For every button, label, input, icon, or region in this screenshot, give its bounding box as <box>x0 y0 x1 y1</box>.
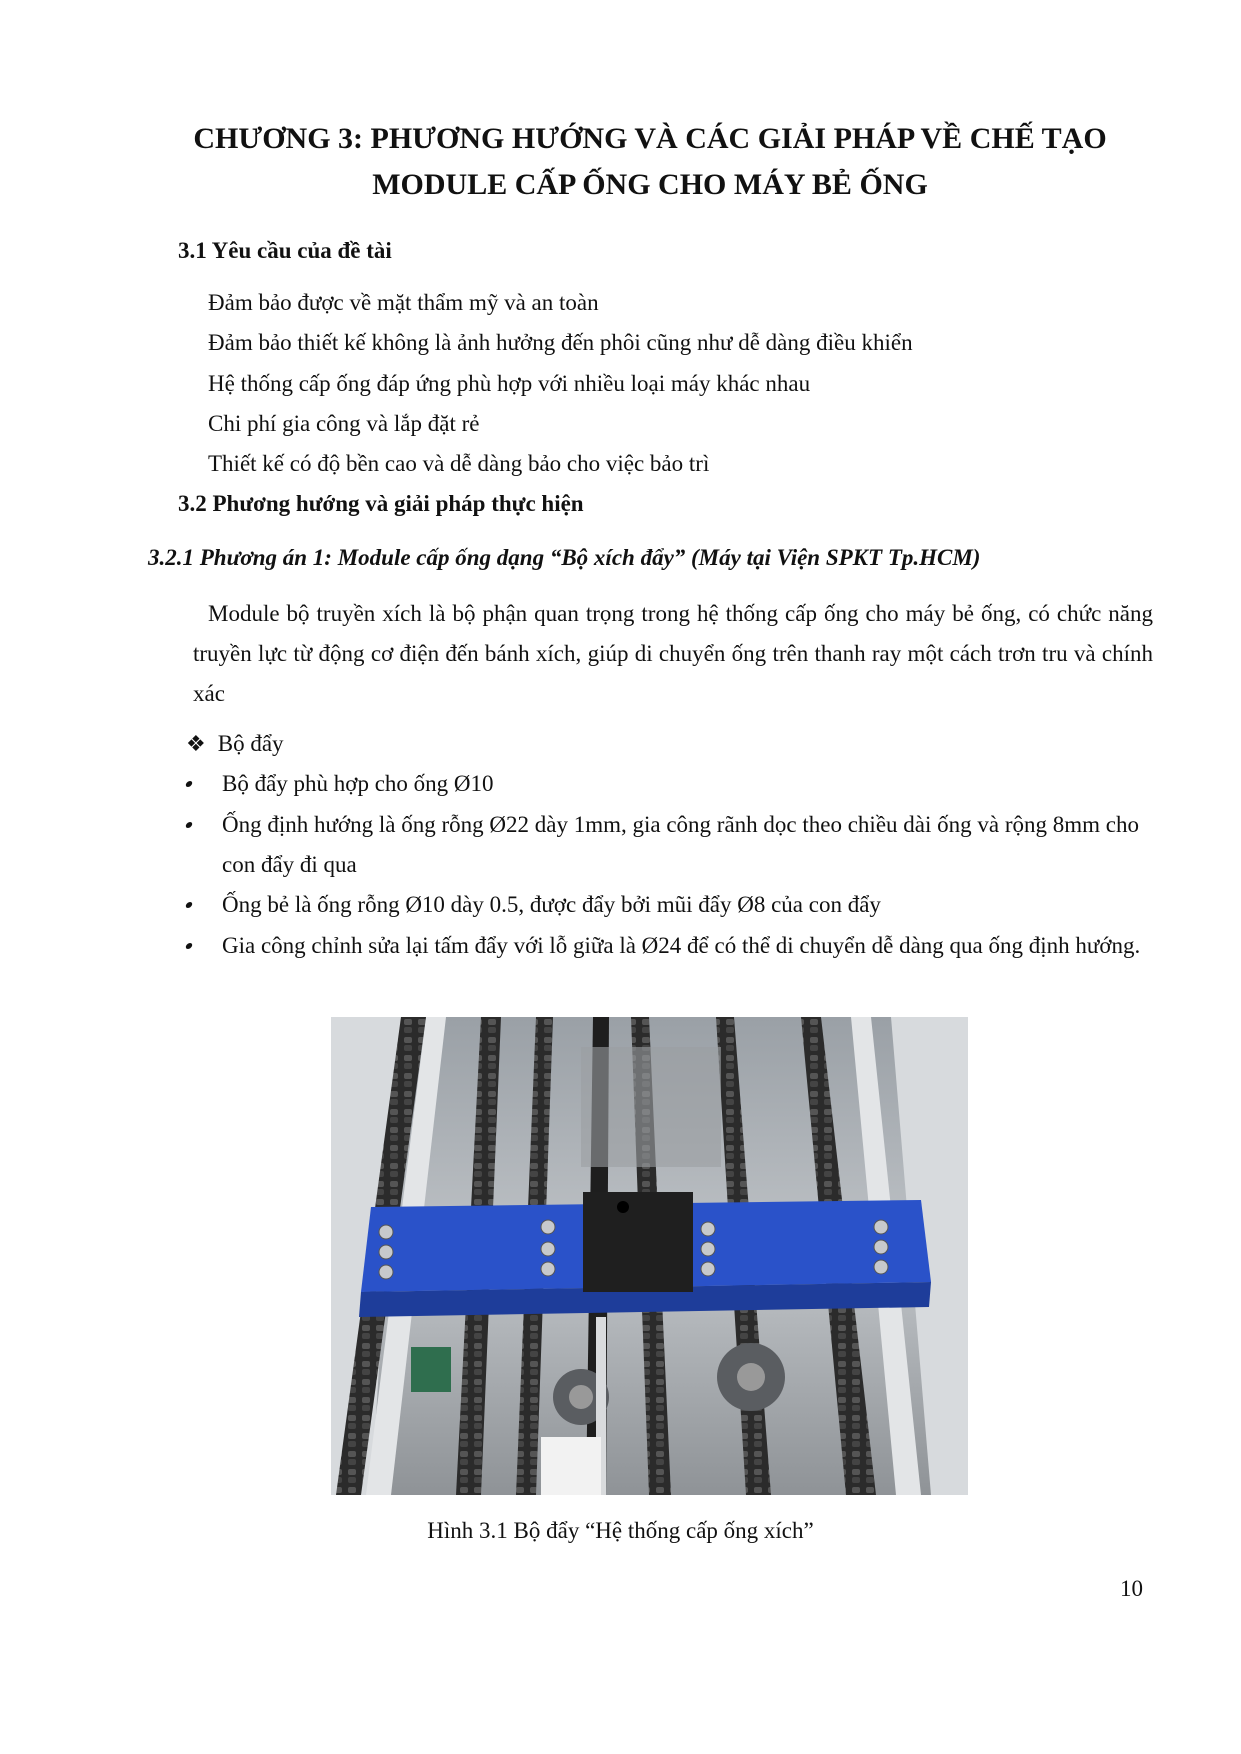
chain-pusher-illustration <box>331 1017 968 1495</box>
section-heading-3-2: 3.2 Phương hướng và giải pháp thực hiện <box>178 491 584 516</box>
section-heading-3-1: 3.1 Yêu cầu của đề tài <box>178 238 392 263</box>
requirement-item: Chi phí gia công và lắp đặt rẻ <box>208 411 480 436</box>
bullet-item <box>186 885 1156 925</box>
requirement-item: Đảm bảo được về mặt thẩm mỹ và an toàn <box>208 290 599 315</box>
figure-photo-chain-pusher <box>331 1017 968 1495</box>
diamond-bullet-icon: ❖ <box>186 731 206 756</box>
bullet-text: Gia công chỉnh sửa lại tấm đẩy với lỗ giữa là Ø24 để có thể di chuyển dễ dàng qua ống định hướng. <box>222 933 1141 958</box>
requirement-item: Đảm bảo thiết kế không là ảnh hưởng đến phôi cũng như dễ dàng điều khiển <box>208 330 913 355</box>
bullet-text: Ống định hướng là ống rỗng Ø22 dày 1mm, gia công rãnh dọc theo chiều dài ống và rộng 8mm cho con đẩy đi qua <box>222 812 1139 877</box>
body-paragraph <box>193 594 1153 714</box>
requirement-item: Hệ thống cấp ống đáp ứng phù hợp với nhiều loại máy khác nhau <box>208 371 811 396</box>
bullet-dot-icon <box>185 781 193 787</box>
figure-caption: Hình 3.1 Bộ đẩy “Hệ thống cấp ống xích” <box>427 1518 814 1543</box>
chapter-title-line-1: CHƯƠNG 3: PHƯƠNG HƯỚNG VÀ CÁC GIẢI PHÁP VỀ CHẾ TẠO <box>193 122 1107 155</box>
subsection-heading-3-2-1: 3.2.1 Phương án 1: Module cấp ống dạng “Bộ xích đẩy” (Máy tại Viện SPKT Tp.HCM) <box>148 545 981 570</box>
requirement-item: Thiết kế có độ bền cao và dễ dàng bảo cho việc bảo trì <box>208 451 710 476</box>
bullet-dot-icon <box>185 943 193 949</box>
body-paragraph-text: Module bộ truyền xích là bộ phận quan trọng trong hệ thống cấp ống cho máy bẻ ống, có chức năng truyền lực từ động cơ điện đến bánh xích, giúp di chuyển ống trên thanh ray một cách trơn tru và chính xác <box>193 601 1153 706</box>
bullet-item <box>186 764 1156 804</box>
bullet-text: Ống bẻ là ống rỗng Ø10 dày 0.5, được đẩy bởi mũi đẩy Ø8 của con đẩy <box>222 892 881 917</box>
bullet-text: Bộ đẩy phù hợp cho ống Ø10 <box>222 771 494 796</box>
bullet-dot-icon <box>185 902 193 908</box>
bullet-item <box>186 805 1156 885</box>
diamond-item-label: Bộ đẩy <box>217 731 284 756</box>
chapter-title <box>120 116 1180 208</box>
bullet-item <box>186 926 1156 966</box>
diamond-list-item <box>186 731 284 757</box>
page-number: 10 <box>1120 1576 1143 1601</box>
bullet-dot-icon <box>185 822 193 828</box>
chapter-title-line-2: MODULE CẤP ỐNG CHO MÁY BẺ ỐNG <box>372 168 928 201</box>
